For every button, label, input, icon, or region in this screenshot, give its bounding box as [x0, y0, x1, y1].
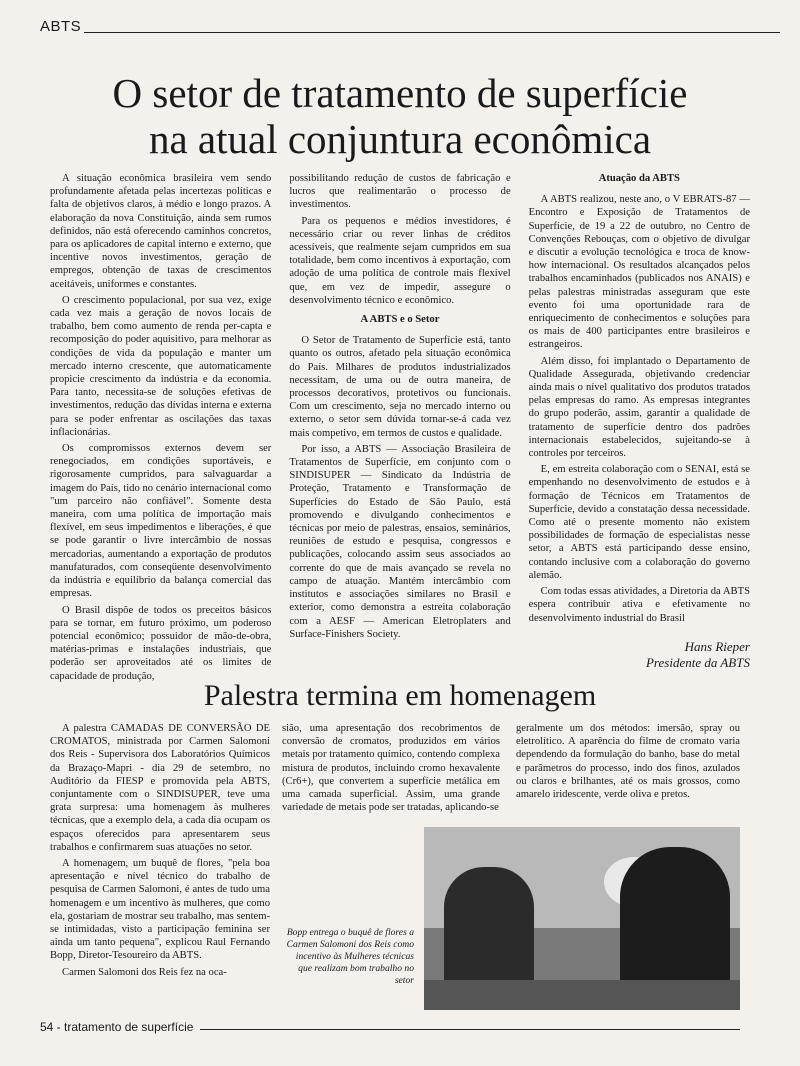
article-column-3 [529, 172, 750, 670]
paragraph: O Brasil dispõe de todos os preceitos básicos para se tornar, em futuro próximo, um poderoso potencial econômico; possuidor de mão-de-obra, matérias-primas e instalações industriais, que poderão ser aproveitados até os limites de capacidade de produção, [50, 604, 272, 682]
section-heading: Atuação da ABTS [598, 173, 680, 184]
paragraph: Além disso, foi implantado o Departamento de Qualidade Assegurada, objetivando credenciar ainda mais o nível qualitativo dos produtos tratados pelas empresas do ramo. As empresas integrantes do grupo poderão, assim, garantir a qualidade de tratamento de superfície dentro dos padrões internacionais estabelecidos, sujeitando-se à controles por terceiros. [528, 355, 750, 460]
paragraph: O Setor de Tratamento de Superfície está, tanto quanto os outros, afetado pela situação econômica do País. Milhares de produtos industrializados necessitam, de uma ou de outra maneira, de processos decorativos, protetivos ou funcionais. Com um crescimento, seja no mercado interno ou externo, o setor sem dúvida tornar-se-á cada vez mais competivo, em termos de custos e qualidade. [289, 335, 511, 439]
photo-caption: Bopp entrega o buquê de flores a Carmen Salomoni dos Reis como incentivo às Mulheres técnicas que realizam bom trabalho no setor [286, 927, 414, 986]
second-article-column-1 [50, 722, 270, 1022]
article-body [50, 172, 750, 682]
article-column-2 [289, 172, 510, 670]
section-heading: A ABTS e o Setor [360, 314, 440, 326]
page-number-label: 54 - tratamento de superfície [40, 1020, 194, 1034]
page-footer [40, 1020, 740, 1040]
photo-table [424, 980, 740, 1010]
article-title-line2: na atual conjuntura econômica [148, 116, 652, 162]
paragraph: A homenagem, um buquê de flores, "pela boa apresentação e nível técnico do trabalho de pesquisa de Carmen Salomoni, é antes de tudo uma homenagem e um incentivo às mulheres, que como ela, gostariam de mostrar seu trabalho, mas sentem-se intimidadas, visto a participação feminina ser ainda um tanto pequena", explicou Raul Fernando Bopp, Diretor-Tesoureiro da ABTS. [50, 858, 270, 962]
paragraph: Por isso, a ABTS — Associação Brasileira de Tratamentos de Superfície, em conjunto com o SINDISUPER — Sindicato da Indústria de Proteção, Tratamento e Transformação de Superfícies do Estado de São Paulo, está promovendo e divulgando conhecimentos e técnicas por meio de palestras, ensaios, seminários, reuniões de estudo e pesquisa, congressos e publicações, colocando assim seus associados ao corrente do que de mais avançado se revela no campo de atuação. Mantém intercâmbio com institutos e associações similares no Brasil e exterior, como demonstra a estreita colaboração com a AESF — American Eletroplaters and Surface-Finishers Society. [289, 443, 511, 640]
article-title [40, 70, 760, 162]
paragraph: possibilitando redução de custos de fabricação e lucros que realimentarão o processo de investimentos. [289, 173, 511, 211]
header-rule [84, 32, 780, 33]
second-article-column-2 [282, 722, 500, 822]
article-column-1 [50, 172, 272, 682]
article-title-line1: O setor de tratamento de superfície [112, 70, 688, 116]
signature [529, 639, 750, 671]
paragraph: O crescimento populacional, por sua vez, exige cada vez mais a geração de novos locais de trabalho, bem como aumento de renda per-capta e recomposição do poder aquisitivo, para melhorar as condições de vida da população e manter um mercado interno crescente, que automaticamente propicie crescimento da indústria e da economia. Para tanto, necessita-se de soluções efetivas de investimentos, redução das dívidas interna e externa para se poder enfrentar as oscilações das taxas inflacionárias. [50, 294, 272, 438]
paragraph: Os compromissos externos devem ser renegociados, em condições suportáveis, e rigorosamente cumpridos, para salvaguardar a imagem do País, tido no cenário internacional como "um parceiro não confiável". Somente desta maneira, com uma política de importação mais flexível, em seus impedimentos e liberações, é que se pode garantir o livre intercâmbio de nossas mercadorias, aumentando a exportação de produtos manufaturados, com conseqüente desenvolvimento da indústria e equilíbrio da balança comercial das empresas. [50, 443, 272, 600]
second-article-body [50, 722, 740, 1022]
signature-name: Hans Rieper [684, 638, 750, 654]
footer-rule [200, 1029, 740, 1030]
second-article-title: Palestra termina em homenagem [203, 679, 597, 712]
paragraph: E, em estreita colaboração com o SENAI, está se empenhando no desenvolvimento de estudos e à formação de Técnicos em Tratamentos de Superfície, devido a constatação dessa necessidade. Como até o presente momento não existem possibilidades de formação de especialistas nesse setor, a ABTS está participando desse ensino, contando inclusive com a colaboração do governo alemão. [528, 464, 750, 581]
paragraph: geralmente um dos métodos: imersão, spray ou eletrolítico. A aparência do filme de cromato varia dependendo da formulação do banho, base do metal e parâmetros do processo, indo dos finos, azulados ou claros e brilhantes, até os mais grossos, como amarelo iridescente, verde oliva e pretos. [516, 723, 740, 801]
page-header [40, 18, 780, 40]
paragraph: Para os pequenos e médios investidores, é necessário criar ou rever linhas de créditos acessíveis, que realmente sejam cumpridos em sua totalidade, bem como incentivos à exportação, com adoção de uma política de controle mais flexível que, em vez de impedir, assegure o desenvolvimento técnico e econômico. [289, 215, 511, 306]
paragraph: Carmen Salomoni dos Reis fez na oca- [62, 966, 227, 978]
paragraph: A situação econômica brasileira vem sendo profundamente afetada pelas incertezas políticas e falta de objetivos claros, à médio e longo prazos. A elaboração da nova Constituição, ainda sem rumos definidos, não está oferecendo caminhos concretos, para os aplicadores de capital interno e externo, que incentive novos investimentos, geração de empregos, obtenção de taxas de crescimentos aceitáveis, uniformes e constantes. [50, 173, 272, 290]
signature-title: Presidente da ABTS [645, 654, 750, 670]
paragraph: Com todas essas atividades, a Diretoria da ABTS espera contribuir ativa e efetivamente no desenvolvimento industrial do Brasil [528, 586, 750, 624]
event-photo [424, 827, 740, 1010]
paragraph: A ABTS realizou, neste ano, o V EBRATS-87 — Encontro e Exposição de Tratamentos de Superfície, de 19 a 22 de outubro, no Centro de Convenções Rebouças, com o objetivo de divulgar e discutir a evolução tecnológica e troca de know-how internacional. Os resultados alcançados pelos trabalhos encaminhados (publicados nos ANAIS) e pelas palestras ministradas asseguram que este evento foi uma oportunidade rara de enriquecimento de conhecimentos e soluções para os mais de 400 participantes entre brasileiros e estrangeiros. [528, 194, 750, 351]
brand-label: ABTS [40, 18, 82, 35]
second-article-column-3 [516, 722, 740, 822]
paragraph: sião, uma apresentação dos recobrimentos de conversão de cromatos, produzidos em vários metais por tratamento químico, contendo complexa mistura de produtos, incluindo cromo hexavalente (Cr6+), que convertem a superfície metálica em uma camada superficial. Assim, uma grande variedade de metais pode ser tratadas, aplicando-se [282, 723, 500, 814]
paragraph: A palestra CAMADAS DE CONVERSÃO DE CROMATOS, ministrada por Carmen Salomoni dos Reis - Supervisora dos Laboratórios Químicos da Brazaço-Mapri - dia 29 de setembro, no Auditório da FIESP e promovida pela ABTS, conjuntamente com o SINDISUPER, teve uma grata surpresa: uma homenagem às mulheres técnicas, que a exemplo dela, a cada dia ocupam os espaços oferecidos para apresentarem seus trabalhos e confirmarem suas atuações no setor. [50, 723, 270, 853]
